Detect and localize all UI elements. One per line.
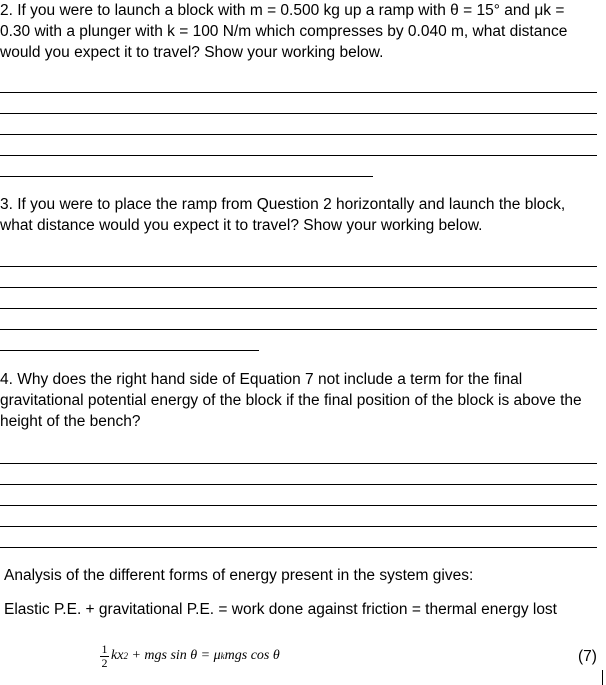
friction-term: mgs cos θ — [224, 648, 280, 663]
fraction-denominator: 2 — [101, 655, 108, 670]
equation-number: (7) — [578, 648, 597, 665]
answer-line — [0, 92, 597, 93]
question-2-line-2: 0.30 with a plunger with k = 100 N/m which compresses by 0.040 m, what distance — [0, 23, 568, 40]
answer-line-short — [0, 350, 259, 351]
answer-line — [0, 484, 597, 485]
analysis-intro: Analysis of the different forms of energy present in the system gives: — [4, 567, 474, 584]
question-3-line-2: what distance would you expect it to travel? Show your working below. — [0, 217, 483, 234]
equation-fraction — [100, 643, 109, 670]
analysis-statement: Elastic P.E. + gravitational P.E. = work done against friction = thermal energy lost — [4, 601, 557, 618]
equation-7 — [100, 636, 280, 676]
question-4-line-2: gravitational potential energy of the block if the final position of the block is above the — [0, 392, 582, 409]
answer-line — [0, 463, 597, 464]
spring-energy-term: kx — [111, 648, 124, 663]
question-2-line-1: 2. If you were to launch a block with m = 0.500 kg up a ramp with θ = 15° and μk = — [0, 2, 565, 19]
answer-line — [0, 505, 597, 506]
answer-line — [0, 329, 597, 330]
answer-line — [0, 266, 597, 267]
answer-line-short — [0, 176, 373, 177]
friction-subscript: k — [220, 651, 225, 661]
question-4 — [0, 369, 606, 432]
page-edge-mark — [602, 670, 603, 685]
answer-line — [0, 155, 597, 156]
answer-line — [0, 134, 597, 135]
spring-exponent: 2 — [123, 651, 128, 661]
question-3 — [0, 194, 606, 236]
answer-line — [0, 547, 597, 548]
answer-line — [0, 113, 597, 114]
answer-line — [0, 308, 597, 309]
fraction-numerator: 1 — [101, 641, 108, 656]
gravity-term: + mgs sin θ = μ — [127, 648, 221, 663]
question-3-line-1: 3. If you were to place the ramp from Question 2 horizontally and launch the block, — [0, 196, 566, 213]
answer-line — [0, 287, 597, 288]
question-4-line-1: 4. Why does the right hand side of Equation 7 not include a term for the final — [0, 371, 523, 388]
question-4-line-3: height of the bench? — [0, 413, 141, 430]
question-2-line-3: would you expect it to travel? Show your working below. — [0, 44, 384, 61]
question-2 — [0, 0, 606, 63]
answer-line — [0, 526, 597, 527]
